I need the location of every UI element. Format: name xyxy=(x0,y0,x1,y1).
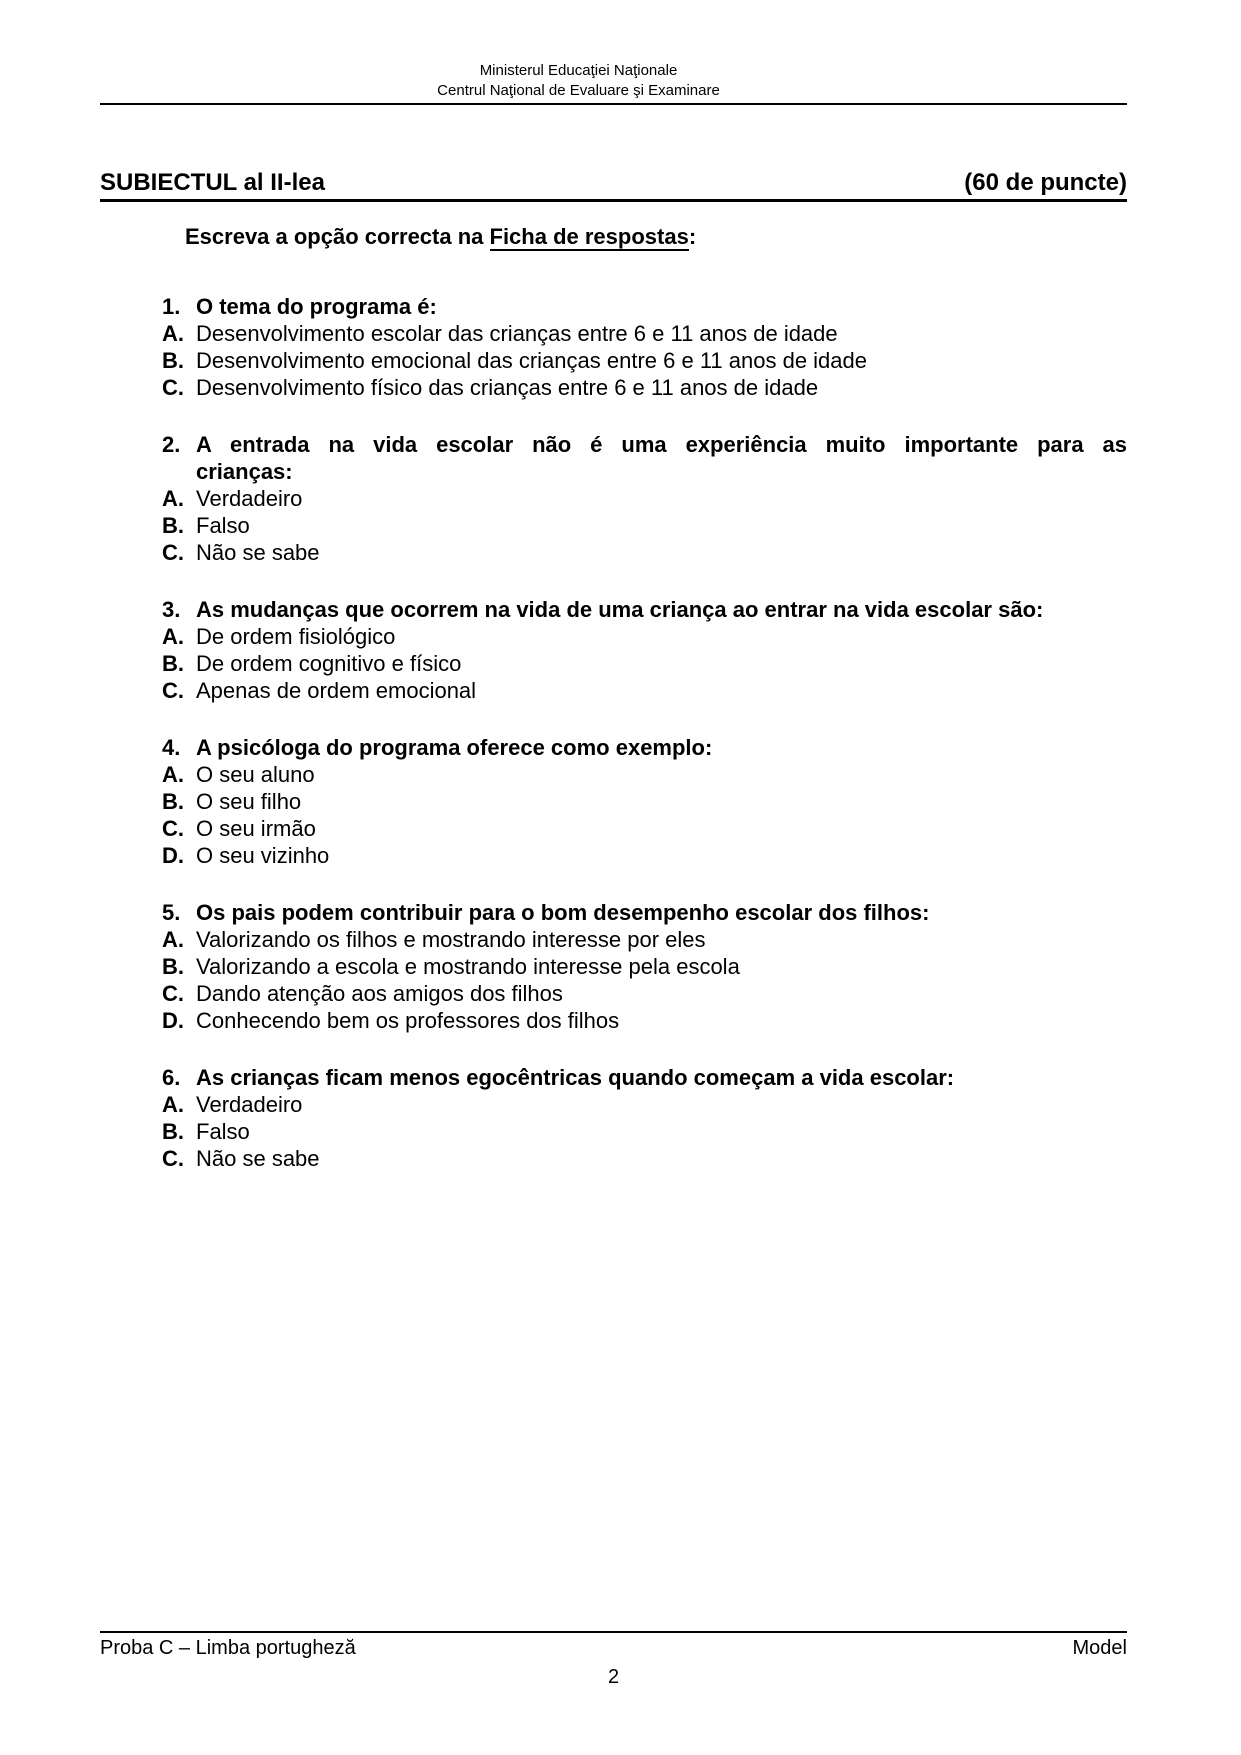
option-label: A. xyxy=(162,624,184,649)
question-block xyxy=(162,293,1127,401)
question-title-line: crianças: xyxy=(196,459,293,484)
subject-title: SUBIECTUL al II-lea xyxy=(100,169,325,196)
option-label: A. xyxy=(162,927,184,952)
option-label: B. xyxy=(162,651,184,676)
question-title-row xyxy=(162,596,1127,623)
option-row xyxy=(162,815,1127,842)
option-row xyxy=(162,926,1127,953)
option-row xyxy=(162,512,1127,539)
option-row xyxy=(162,1118,1127,1145)
question-title-line: A psicóloga do programa oferece como exemplo: xyxy=(196,735,713,760)
option-text: Não se sabe xyxy=(196,1146,320,1171)
question-title-line: As crianças ficam menos egocêntricas quando começam a vida escolar: xyxy=(196,1065,955,1090)
option-label: A. xyxy=(162,321,184,346)
option-label: A. xyxy=(162,486,184,511)
option-text: O seu irmão xyxy=(196,816,316,841)
option-row xyxy=(162,1091,1127,1118)
option-label: D. xyxy=(162,843,184,868)
document-footer xyxy=(100,1631,1127,1689)
option-text: Apenas de ordem emocional xyxy=(196,678,477,703)
question-title-row xyxy=(162,899,1127,926)
question-title xyxy=(196,596,1127,623)
ministry-line-1: Ministerul Educaţiei Naţionale xyxy=(479,62,678,79)
question-block xyxy=(162,899,1127,1034)
option-text: De ordem fisiológico xyxy=(196,624,396,649)
option-row xyxy=(162,980,1127,1007)
option-label: A. xyxy=(162,762,184,787)
option-row xyxy=(162,374,1127,401)
question-block xyxy=(162,596,1127,704)
question-title xyxy=(196,899,1127,926)
option-label: D. xyxy=(162,1008,184,1033)
option-text: Conhecendo bem os professores dos filhos xyxy=(196,1008,620,1033)
option-text: Não se sabe xyxy=(196,540,320,565)
option-text: Verdadeiro xyxy=(196,486,303,511)
option-text: Falso xyxy=(196,513,250,538)
header-divider xyxy=(100,103,1127,105)
option-text: O seu filho xyxy=(196,789,302,814)
option-row xyxy=(162,320,1127,347)
footer-model-label: Model xyxy=(1072,1637,1127,1659)
option-row xyxy=(162,677,1127,704)
question-title-line: A entrada na vida escolar não é uma experiência muito importante para as xyxy=(196,432,1127,457)
option-text: Valorizando a escola e mostrando interesse pela escola xyxy=(196,954,740,979)
document-header xyxy=(100,0,1127,105)
question-title-row xyxy=(162,734,1127,761)
question-title-row xyxy=(162,431,1127,485)
question-number: 1. xyxy=(162,294,181,319)
option-row xyxy=(162,788,1127,815)
option-row xyxy=(162,761,1127,788)
option-label: B. xyxy=(162,348,184,373)
option-text: O seu vizinho xyxy=(196,843,330,868)
subject-heading-row xyxy=(100,169,1127,202)
question-title xyxy=(196,431,1127,485)
question-title xyxy=(196,734,1127,761)
footer-exam-name: Proba C – Limba portugheză xyxy=(100,1637,356,1659)
option-row xyxy=(162,842,1127,869)
option-text: Desenvolvimento escolar das crianças entre 6 e 11 anos de idade xyxy=(196,321,838,346)
option-label: C. xyxy=(162,981,184,1006)
instruction-suffix: : xyxy=(688,224,697,249)
option-row xyxy=(162,650,1127,677)
option-label: B. xyxy=(162,954,184,979)
option-row xyxy=(162,623,1127,650)
option-row xyxy=(162,539,1127,566)
question-title-line: As mudanças que ocorrem na vida de uma criança ao entrar na vida escolar são: xyxy=(196,597,1044,622)
page-number: 2 xyxy=(607,1666,620,1688)
option-label: C. xyxy=(162,1146,184,1171)
option-text: Falso xyxy=(196,1119,250,1144)
instruction-line xyxy=(185,223,1127,250)
question-title-row xyxy=(162,293,1127,320)
instruction-prefix: Escreva a opção correcta na xyxy=(185,224,490,249)
question-title xyxy=(196,1064,1127,1091)
question-title-line: Os pais podem contribuir para o bom desempenho escolar dos filhos: xyxy=(196,900,930,925)
question-title-line: O tema do programa é: xyxy=(196,294,437,319)
footer-row xyxy=(100,1633,1127,1660)
option-label: B. xyxy=(162,789,184,814)
option-text: O seu aluno xyxy=(196,762,315,787)
option-label: B. xyxy=(162,513,184,538)
ministry-header xyxy=(100,61,1127,101)
instruction-underlined: Ficha de respostas xyxy=(489,224,689,249)
question-number: 5. xyxy=(162,900,181,925)
option-text: Valorizando os filhos e mostrando interesse por eles xyxy=(196,927,706,952)
option-label: C. xyxy=(162,540,184,565)
option-row xyxy=(162,953,1127,980)
option-label: A. xyxy=(162,1092,184,1117)
option-row xyxy=(162,347,1127,374)
question-title xyxy=(196,293,1127,320)
question-title-row xyxy=(162,1064,1127,1091)
option-label: B. xyxy=(162,1119,184,1144)
option-row xyxy=(162,1145,1127,1172)
option-label: C. xyxy=(162,375,184,400)
questions-list xyxy=(162,293,1127,1172)
question-block xyxy=(162,431,1127,566)
option-text: Desenvolvimento físico das crianças entre 6 e 11 anos de idade xyxy=(196,375,819,400)
option-text: Desenvolvimento emocional das crianças entre 6 e 11 anos de idade xyxy=(196,348,867,373)
option-label: C. xyxy=(162,816,184,841)
subject-points: (60 de puncte) xyxy=(964,169,1127,196)
question-number: 2. xyxy=(162,432,181,457)
question-number: 3. xyxy=(162,597,181,622)
question-number: 6. xyxy=(162,1065,181,1090)
ministry-line-2: Centrul Naţional de Evaluare şi Examinare xyxy=(437,82,720,99)
option-text: Verdadeiro xyxy=(196,1092,303,1117)
page-content xyxy=(100,0,1127,1202)
option-row xyxy=(162,485,1127,512)
question-block xyxy=(162,1064,1127,1172)
option-row xyxy=(162,1007,1127,1034)
option-text: De ordem cognitivo e físico xyxy=(196,651,462,676)
option-text: Dando atenção aos amigos dos filhos xyxy=(196,981,563,1006)
question-block xyxy=(162,734,1127,869)
question-number: 4. xyxy=(162,735,181,760)
option-label: C. xyxy=(162,678,184,703)
